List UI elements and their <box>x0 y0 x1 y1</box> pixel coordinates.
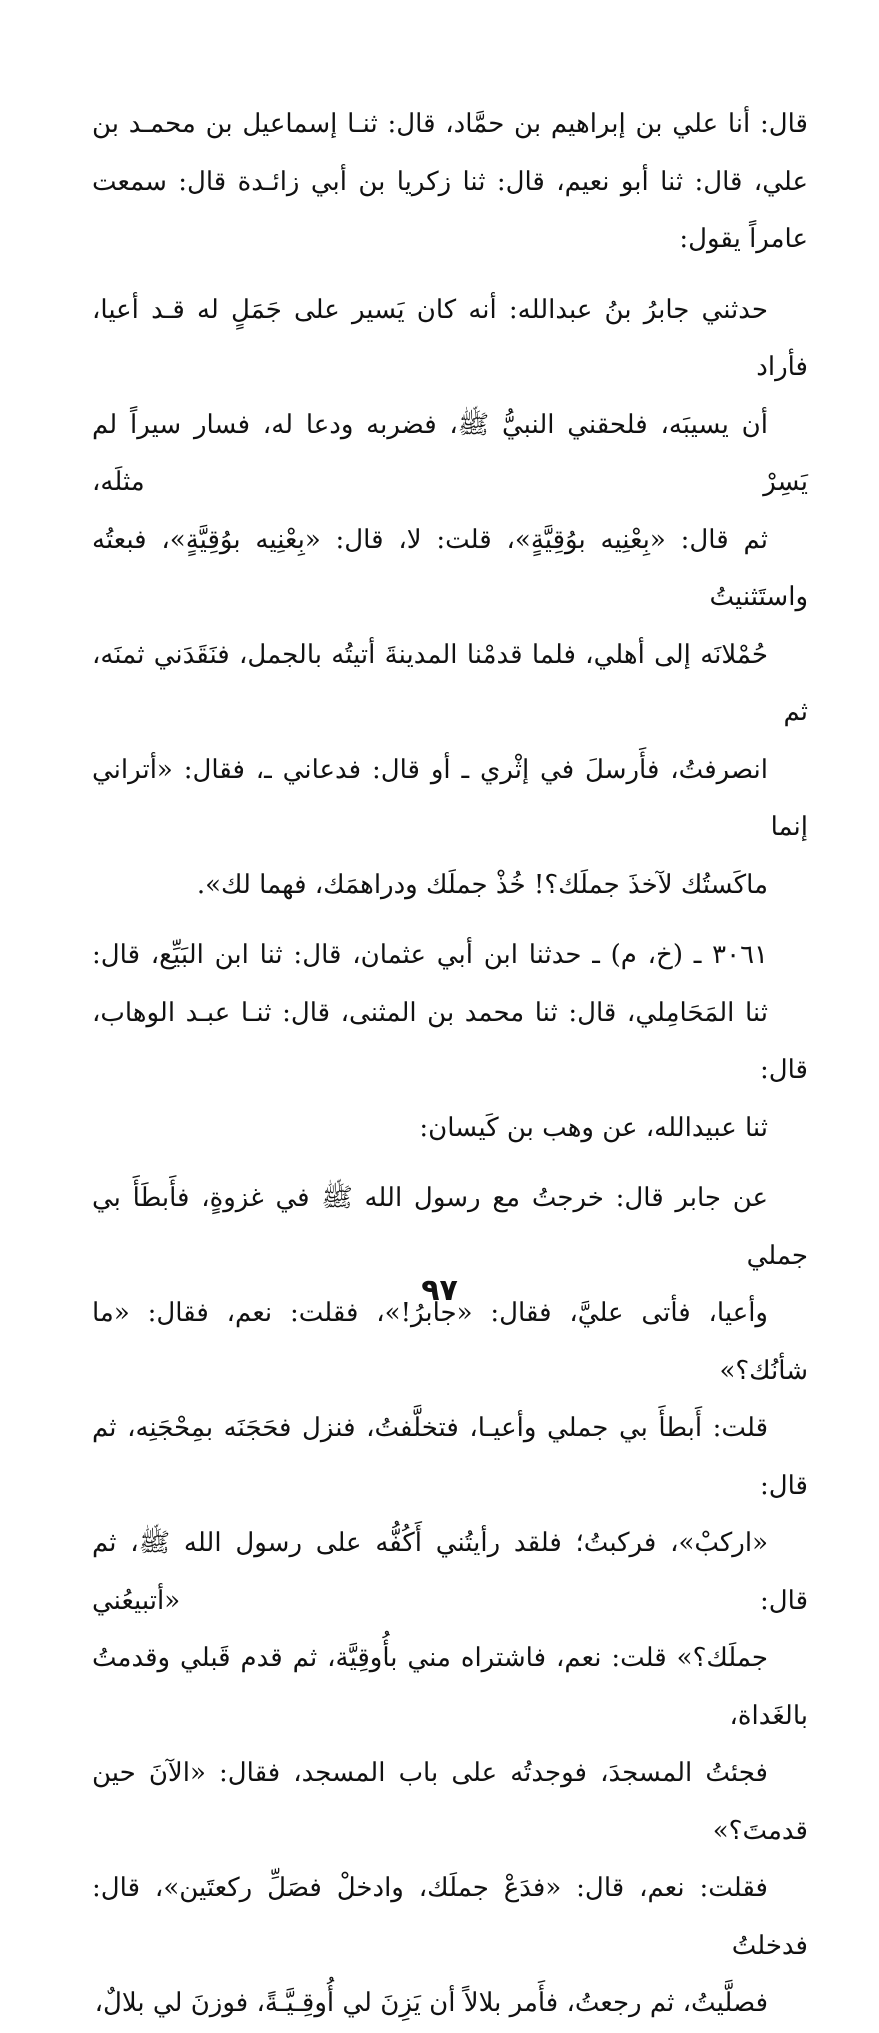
text-line: فصلَّيتُ، ثم رجعتُ، فأَمر بلالاً أن يَزِنَ لي أُوقِـيَّـةً، فوزنَ لي بلالٌ، <box>94 1988 768 2018</box>
text-line: ثم قال: «بِعْنِيه بوُقِيَّةٍ»، قلت: لا، قال: «بِعْنِيه بوُقِيَّةٍ»، فبعتُه واستَثنيتُ <box>92 524 808 612</box>
text-line: عن جابر قال: خرجتُ مع رسول الله ﷺ في غزوةٍ، فأَبطَأَ بي جملي <box>92 1183 808 1271</box>
page-number: ٩٧ <box>421 1273 458 1308</box>
text-line: حدثني جابرُ بنُ عبدالله: أنه كان يَسير على جَمَلٍ له قـد أعيا، فأراد <box>92 294 808 382</box>
text-line: ثنا المَحَامِلي، قال: ثنا محمد بن المثنى، قال: ثنـا عبـد الوهاب، قال: <box>92 997 808 1085</box>
text-line: حُمْلانَه إلى أهلي، فلما قدمْنا المدينةَ أتيتُه بالجمل، فنَقَدَني ثمنَه، ثم <box>92 639 808 727</box>
text-line: انصرفتُ، فأَرسلَ في إثْري ـ أو قال: فدعاني ـ، فقال: «أتراني إنما <box>92 754 808 842</box>
text-line: علي، قال: ثنا أبو نعيم، قال: ثنا زكريا بن أبي زائـدة قال: سمعت <box>92 166 808 197</box>
page-body <box>92 96 808 2033</box>
text-line: قال: أنا علي بن إبراهيم بن حمَّاد، قال: ثنـا إسماعيل بن محمـد بن <box>92 109 808 139</box>
text-line: فقلت: نعم، قال: «فدَعْ جملَك، وادخلْ فصَلِّ ركعتَين»، قال: فدخلتُ <box>92 1873 808 1961</box>
text-line: ٣٠٦١ ـ (خ، م) ـ حدثنا ابن أبي عثمان، قال: ثنا ابن البَيِّع، قال: <box>92 940 768 970</box>
text-line: «اركبْ»، فركبتُ؛ فلقد رأيتُني أَكُفُّه على رسول الله ﷺ، ثم قال: «أتبيعُني <box>92 1528 808 1616</box>
text-line: ماكَستُك لآخذَ جملَك؟! خُذْ جملَك ودراهمَك، فهما لك». <box>196 869 768 900</box>
paragraph <box>92 96 808 269</box>
text-line: جملَك؟» قلت: نعم، فاشتراه مني بأُوقِيَّة، ثم قدم قَبلي وقدمتُ بالغَداة، <box>92 1643 808 1731</box>
text-line: قلت: أَبطأَ بي جملي وأعيـا، فتخلَّفتُ، فنزل فحَجَنَه بمِحْجَنِه، ثم قال: <box>92 1413 808 1501</box>
text-line: ثنا عبيدالله، عن وهب بن كَيسان: <box>419 1112 768 1143</box>
paragraph <box>92 282 808 915</box>
text-line: وأعيا، فأتى عليَّ، فقال: «جابرُ!»، فقلت: نعم، فقال: «ما شأنُك؟» <box>92 1298 808 1386</box>
text-line: فجئتُ المسجدَ، فوجدتُه على باب المسجد، فقال: «الآنَ حين قدمتَ؟» <box>92 1758 808 1846</box>
text-line: عامراً يقول: <box>679 224 808 254</box>
text-line: أن يسيبَه، فلحقني النبيُّ ﷺ، فضربه ودعا له، فسار سيراً لم يَسِرْ مثلَه، <box>92 409 808 497</box>
paragraph <box>92 927 808 1157</box>
